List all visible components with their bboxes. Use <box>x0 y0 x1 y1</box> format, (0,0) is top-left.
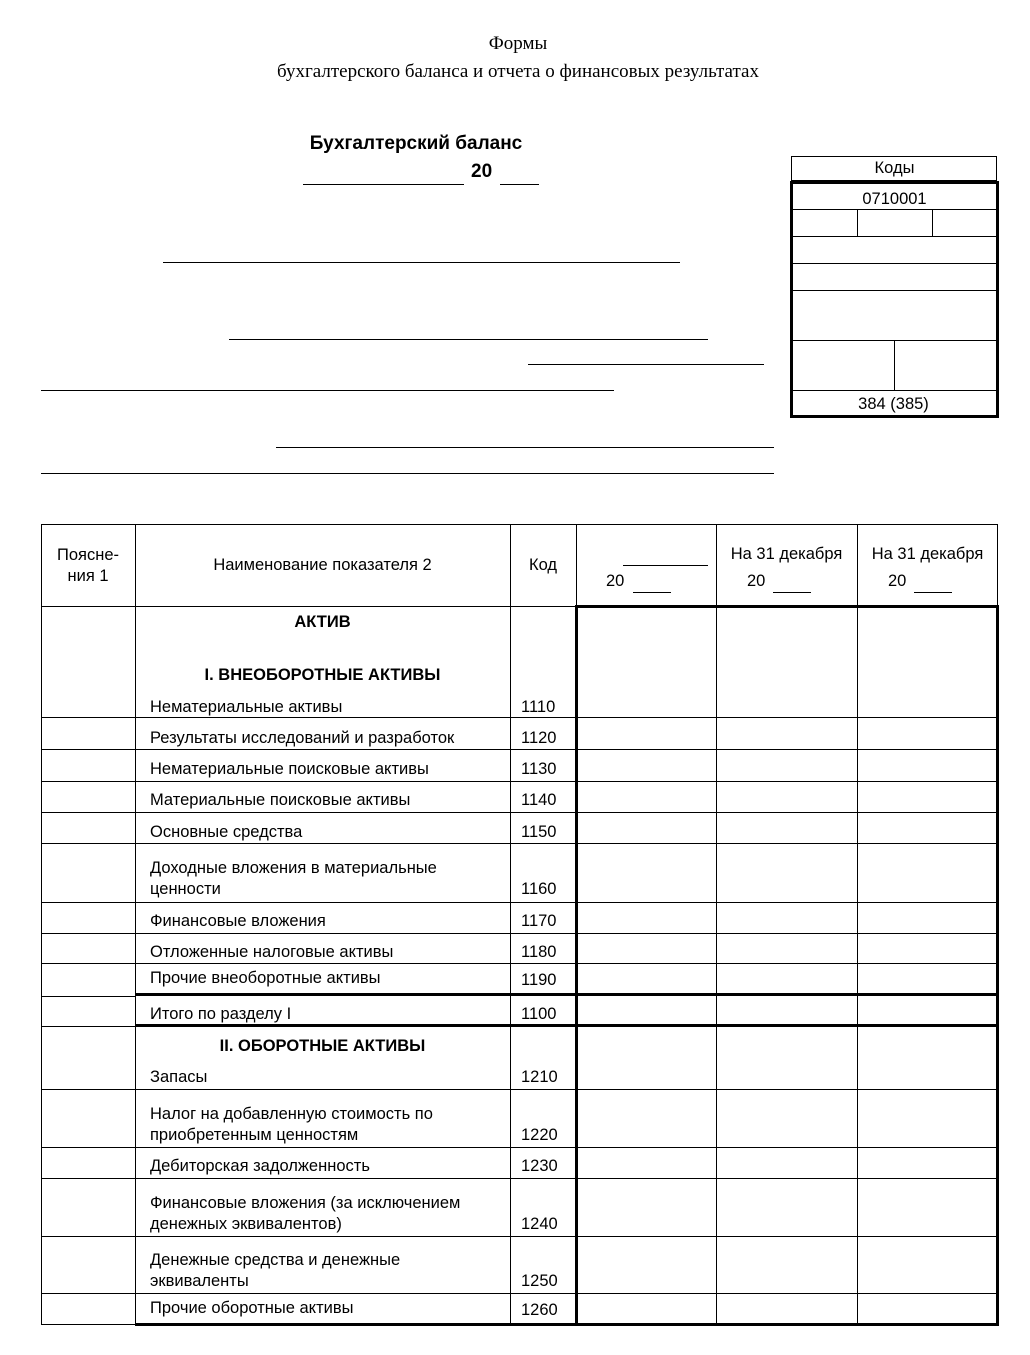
codes-header: Коды <box>874 159 915 177</box>
row-code: 1190 <box>521 971 557 989</box>
header-col3-label: На 31 декабря <box>871 545 984 563</box>
row-line <box>41 1293 998 1294</box>
row-code: 1220 <box>521 1126 558 1144</box>
row-label: Нематериальные активы <box>150 698 343 716</box>
section-2-heading: II. ОБОРОТНЫЕ АКТИВЫ <box>219 1037 426 1055</box>
row-code: 1240 <box>521 1215 558 1233</box>
row-code: 1100 <box>521 1005 557 1023</box>
row-label: Нематериальные поисковые активы <box>150 760 429 778</box>
section-aktiv: АКТИВ <box>294 613 351 631</box>
row-code: 1130 <box>521 760 557 778</box>
row-line <box>135 993 998 996</box>
row-label: Прочие внеоборотные активы <box>150 969 381 987</box>
row-label: Итого по разделу I <box>150 1005 292 1023</box>
date-year: 20 <box>471 161 493 182</box>
header-notes-line1: Поясне- <box>56 546 119 564</box>
header-notes <box>41 545 135 587</box>
table-border <box>575 605 578 1325</box>
table-border <box>857 524 858 1325</box>
value-cell-col2[interactable] <box>718 609 856 929</box>
row-line <box>135 1323 999 1326</box>
table-border <box>41 606 576 607</box>
header-indicator-name: Наименование показателя 2 <box>213 556 432 574</box>
table-border <box>41 524 998 525</box>
row-label: Основные средства <box>150 823 303 841</box>
header-col1-year: 20 <box>606 572 625 590</box>
row-label: Запасы <box>150 1068 208 1086</box>
row-label-line1: Денежные средства и денежные <box>150 1251 401 1269</box>
value-cell-col1[interactable] <box>579 609 715 929</box>
row-label-line1: Финансовые вложения (за исключением <box>150 1194 461 1212</box>
row-label-line2: приобретенным ценностям <box>150 1126 359 1144</box>
row-label-line2: ценности <box>150 880 221 898</box>
header-col3-year-blank[interactable] <box>914 592 952 593</box>
form-heading-line2: бухгалтерского баланса и отчета о финансовых результатах <box>277 61 759 82</box>
header-col3-year: 20 <box>888 572 907 590</box>
header-col1-date-blank[interactable] <box>623 565 708 566</box>
row-code: 1230 <box>521 1157 558 1175</box>
header-col2-year-blank[interactable] <box>773 592 811 593</box>
row-line <box>41 1324 136 1325</box>
row-code: 1120 <box>521 729 557 747</box>
row-line <box>41 1178 998 1179</box>
row-line <box>41 963 998 964</box>
row-code: 1210 <box>521 1068 558 1086</box>
row-line <box>41 1147 998 1148</box>
okud-code: 0710001 <box>862 190 927 208</box>
form-heading-line1: Формы <box>488 33 548 54</box>
value-cell-col3[interactable] <box>859 609 995 929</box>
row-label-line2: эквиваленты <box>150 1272 249 1290</box>
header-col2-label: На 31 декабря <box>730 545 843 563</box>
section-1-heading: I. ВНЕОБОРОТНЫЕ АКТИВЫ <box>204 666 441 684</box>
row-line <box>41 933 998 934</box>
row-code: 1110 <box>521 698 556 716</box>
table-border <box>575 605 999 608</box>
row-code: 1180 <box>521 943 557 961</box>
row-label: Материальные поисковые активы <box>150 791 411 809</box>
table-border <box>716 524 717 1325</box>
row-line <box>41 1089 998 1090</box>
row-label-line1: Доходные вложения в материальные <box>150 859 437 877</box>
row-code: 1150 <box>521 823 557 841</box>
row-label: Результаты исследований и разработок <box>150 729 455 747</box>
header-col1-year-blank[interactable] <box>633 592 671 593</box>
table-border <box>135 524 136 1325</box>
row-line <box>41 1236 998 1237</box>
row-code: 1250 <box>521 1272 558 1290</box>
row-label: Финансовые вложения <box>150 912 326 930</box>
okei-code: 384 (385) <box>858 395 929 413</box>
table-border <box>41 524 42 1325</box>
header-code: Код <box>528 556 558 574</box>
page-title: Бухгалтерский баланс <box>309 133 523 154</box>
table-border <box>996 605 999 1325</box>
table-border <box>510 524 511 1325</box>
notes-cells[interactable] <box>43 608 134 1323</box>
row-code: 1140 <box>521 791 557 809</box>
row-label-line2: денежных эквивалентов) <box>150 1215 342 1233</box>
table-border <box>997 524 998 606</box>
row-label: Прочие оборотные активы <box>150 1299 354 1317</box>
header-notes-line2: ния 1 <box>67 567 109 585</box>
table-border <box>576 524 577 606</box>
row-code: 1160 <box>521 880 557 898</box>
row-label: Дебиторская задолженность <box>150 1157 370 1175</box>
row-label-line1: Налог на добавленную стоимость по <box>150 1105 433 1123</box>
row-code: 1170 <box>521 912 557 930</box>
row-code: 1260 <box>521 1301 558 1319</box>
header-col2-year: 20 <box>747 572 766 590</box>
row-label: Отложенные налоговые активы <box>150 943 394 961</box>
